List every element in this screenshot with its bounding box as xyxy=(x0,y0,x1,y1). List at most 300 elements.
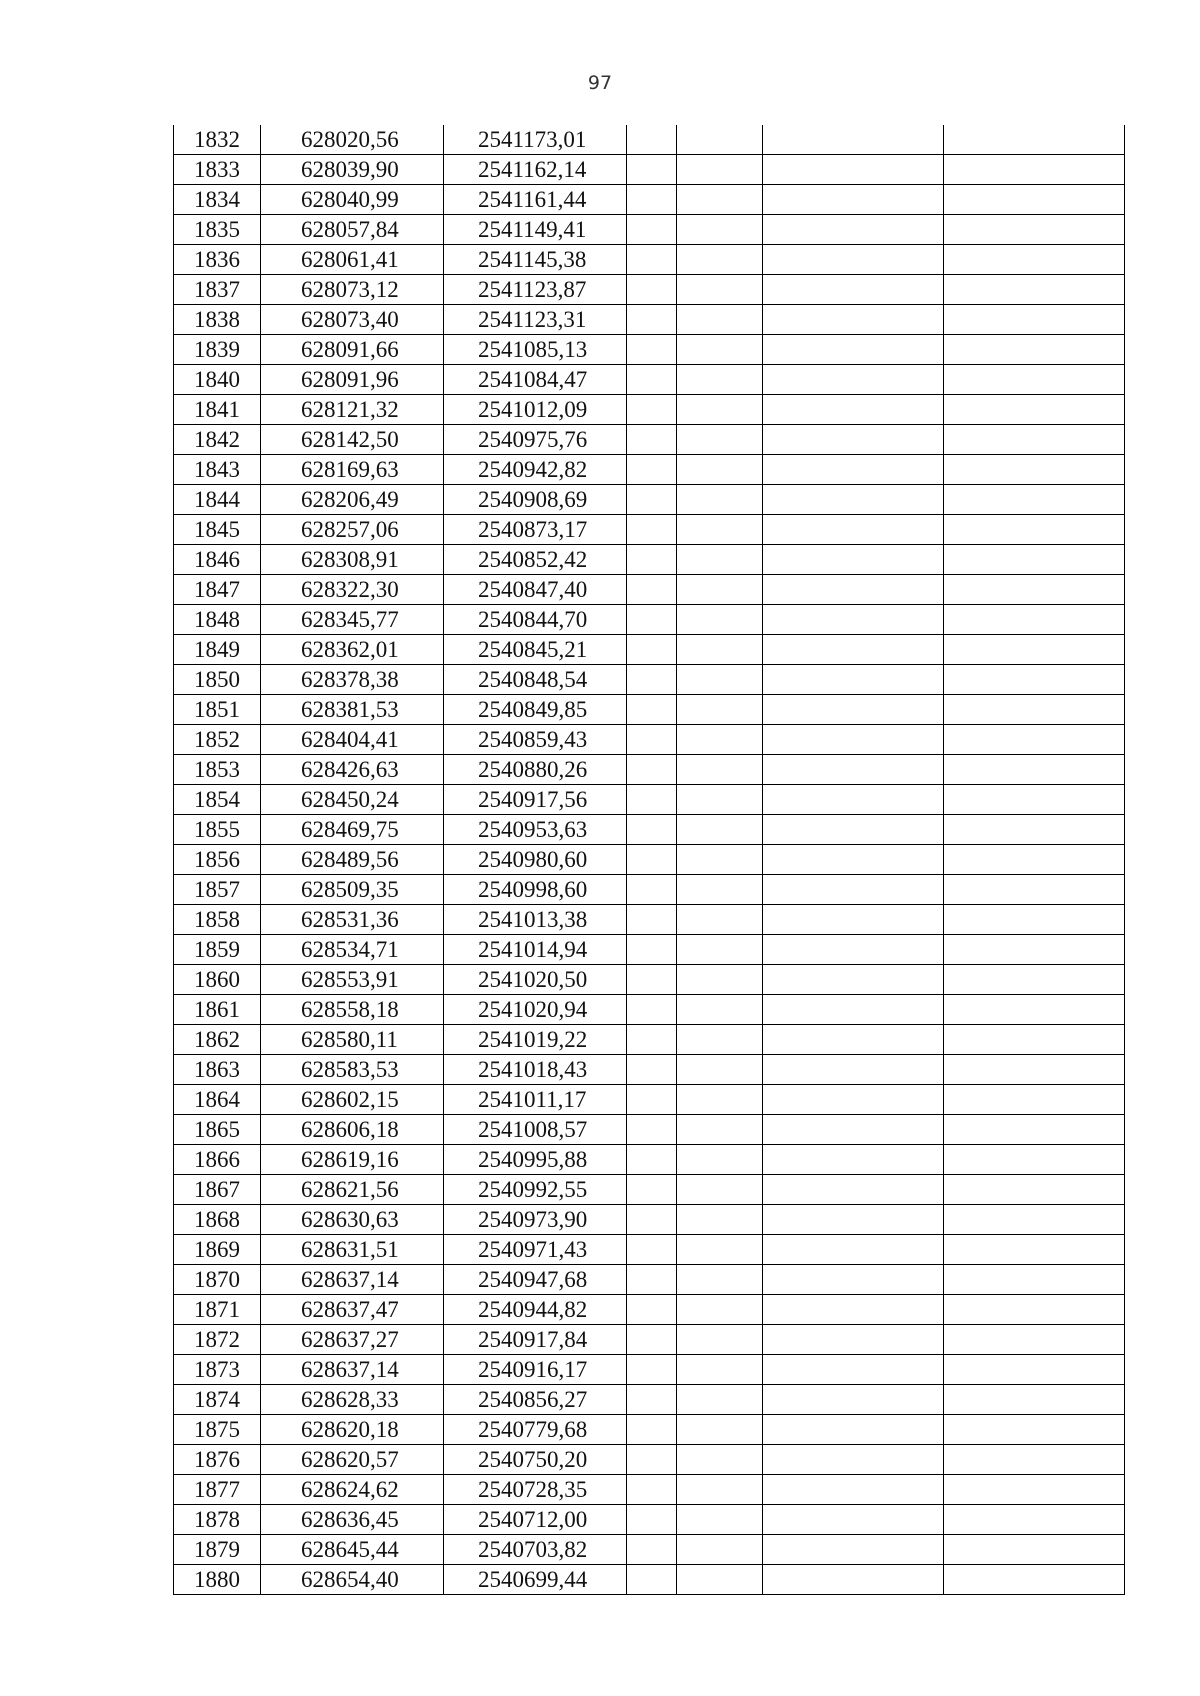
x-coordinate-cell: 628606,18 xyxy=(261,1115,444,1145)
empty-cell xyxy=(944,605,1125,635)
empty-cell xyxy=(763,1205,944,1235)
empty-cell xyxy=(944,395,1125,425)
empty-cell xyxy=(944,725,1125,755)
point-number-cell: 1839 xyxy=(174,335,261,365)
point-number-cell: 1877 xyxy=(174,1475,261,1505)
empty-cell xyxy=(677,845,763,875)
empty-cell xyxy=(627,965,677,995)
empty-cell xyxy=(944,575,1125,605)
empty-cell xyxy=(627,785,677,815)
empty-cell xyxy=(763,305,944,335)
empty-cell xyxy=(627,635,677,665)
point-number-cell: 1846 xyxy=(174,545,261,575)
point-number-cell: 1852 xyxy=(174,725,261,755)
empty-cell xyxy=(944,275,1125,305)
empty-cell xyxy=(944,1505,1125,1535)
point-number-cell: 1850 xyxy=(174,665,261,695)
point-number-cell: 1843 xyxy=(174,455,261,485)
y-coordinate-cell: 2540917,56 xyxy=(444,785,627,815)
empty-cell xyxy=(944,1115,1125,1145)
table-row xyxy=(174,395,1125,425)
y-coordinate-cell: 2540703,82 xyxy=(444,1535,627,1565)
empty-cell xyxy=(677,935,763,965)
empty-cell xyxy=(627,1235,677,1265)
x-coordinate-cell: 628381,53 xyxy=(261,695,444,725)
point-number-cell: 1863 xyxy=(174,1055,261,1085)
empty-cell xyxy=(944,1145,1125,1175)
x-coordinate-cell: 628630,63 xyxy=(261,1205,444,1235)
table-row xyxy=(174,1055,1125,1085)
point-number-cell: 1862 xyxy=(174,1025,261,1055)
y-coordinate-cell: 2541019,22 xyxy=(444,1025,627,1055)
x-coordinate-cell: 628206,49 xyxy=(261,485,444,515)
empty-cell xyxy=(677,695,763,725)
empty-cell xyxy=(677,1145,763,1175)
empty-cell xyxy=(763,1505,944,1535)
empty-cell xyxy=(944,545,1125,575)
empty-cell xyxy=(627,935,677,965)
empty-cell xyxy=(627,395,677,425)
point-number-cell: 1874 xyxy=(174,1385,261,1415)
empty-cell xyxy=(763,545,944,575)
table-row xyxy=(174,365,1125,395)
empty-cell xyxy=(627,1445,677,1475)
table-row xyxy=(174,275,1125,305)
empty-cell xyxy=(944,185,1125,215)
table-row xyxy=(174,905,1125,935)
empty-cell xyxy=(763,815,944,845)
table-row xyxy=(174,935,1125,965)
empty-cell xyxy=(677,1475,763,1505)
point-number-cell: 1845 xyxy=(174,515,261,545)
empty-cell xyxy=(763,215,944,245)
y-coordinate-cell: 2541123,87 xyxy=(444,275,627,305)
y-coordinate-cell: 2540971,43 xyxy=(444,1235,627,1265)
empty-cell xyxy=(677,635,763,665)
empty-cell xyxy=(763,125,944,155)
point-number-cell: 1866 xyxy=(174,1145,261,1175)
x-coordinate-cell: 628091,66 xyxy=(261,335,444,365)
empty-cell xyxy=(677,545,763,575)
point-number-cell: 1842 xyxy=(174,425,261,455)
x-coordinate-cell: 628637,27 xyxy=(261,1325,444,1355)
empty-cell xyxy=(944,215,1125,245)
empty-cell xyxy=(763,1445,944,1475)
empty-cell xyxy=(677,1235,763,1265)
empty-cell xyxy=(944,1235,1125,1265)
empty-cell xyxy=(627,1475,677,1505)
x-coordinate-cell: 628073,40 xyxy=(261,305,444,335)
x-coordinate-cell: 628061,41 xyxy=(261,245,444,275)
empty-cell xyxy=(627,1085,677,1115)
table-row xyxy=(174,665,1125,695)
table-row xyxy=(174,545,1125,575)
y-coordinate-cell: 2540779,68 xyxy=(444,1415,627,1445)
y-coordinate-cell: 2541085,13 xyxy=(444,335,627,365)
x-coordinate-cell: 628039,90 xyxy=(261,155,444,185)
empty-cell xyxy=(763,605,944,635)
coordinates-table-body xyxy=(174,125,1125,1595)
point-number-cell: 1873 xyxy=(174,1355,261,1385)
empty-cell xyxy=(677,965,763,995)
x-coordinate-cell: 628509,35 xyxy=(261,875,444,905)
empty-cell xyxy=(763,395,944,425)
empty-cell xyxy=(763,485,944,515)
x-coordinate-cell: 628534,71 xyxy=(261,935,444,965)
y-coordinate-cell: 2540845,21 xyxy=(444,635,627,665)
empty-cell xyxy=(944,815,1125,845)
y-coordinate-cell: 2540848,54 xyxy=(444,665,627,695)
empty-cell xyxy=(763,935,944,965)
empty-cell xyxy=(944,155,1125,185)
empty-cell xyxy=(763,1175,944,1205)
empty-cell xyxy=(677,605,763,635)
x-coordinate-cell: 628040,99 xyxy=(261,185,444,215)
empty-cell xyxy=(677,1445,763,1475)
x-coordinate-cell: 628620,57 xyxy=(261,1445,444,1475)
table-row xyxy=(174,995,1125,1025)
y-coordinate-cell: 2540973,90 xyxy=(444,1205,627,1235)
empty-cell xyxy=(944,1055,1125,1085)
empty-cell xyxy=(627,1205,677,1235)
table-row xyxy=(174,575,1125,605)
table-row xyxy=(174,1355,1125,1385)
empty-cell xyxy=(627,1355,677,1385)
point-number-cell: 1849 xyxy=(174,635,261,665)
empty-cell xyxy=(763,1475,944,1505)
y-coordinate-cell: 2541012,09 xyxy=(444,395,627,425)
empty-cell xyxy=(944,125,1125,155)
point-number-cell: 1859 xyxy=(174,935,261,965)
x-coordinate-cell: 628628,33 xyxy=(261,1385,444,1415)
point-number-cell: 1856 xyxy=(174,845,261,875)
empty-cell xyxy=(944,485,1125,515)
empty-cell xyxy=(763,1235,944,1265)
empty-cell xyxy=(627,545,677,575)
x-coordinate-cell: 628345,77 xyxy=(261,605,444,635)
table-row xyxy=(174,155,1125,185)
table-row xyxy=(174,305,1125,335)
x-coordinate-cell: 628637,14 xyxy=(261,1355,444,1385)
y-coordinate-cell: 2540856,27 xyxy=(444,1385,627,1415)
empty-cell xyxy=(763,1055,944,1085)
empty-cell xyxy=(763,275,944,305)
x-coordinate-cell: 628602,15 xyxy=(261,1085,444,1115)
point-number-cell: 1858 xyxy=(174,905,261,935)
empty-cell xyxy=(627,185,677,215)
empty-cell xyxy=(677,1115,763,1145)
empty-cell xyxy=(763,575,944,605)
table-row xyxy=(174,485,1125,515)
x-coordinate-cell: 628404,41 xyxy=(261,725,444,755)
empty-cell xyxy=(944,1445,1125,1475)
x-coordinate-cell: 628531,36 xyxy=(261,905,444,935)
empty-cell xyxy=(944,1175,1125,1205)
empty-cell xyxy=(627,725,677,755)
empty-cell xyxy=(677,1565,763,1595)
empty-cell xyxy=(944,245,1125,275)
y-coordinate-cell: 2541161,44 xyxy=(444,185,627,215)
point-number-cell: 1855 xyxy=(174,815,261,845)
table-row xyxy=(174,515,1125,545)
y-coordinate-cell: 2541018,43 xyxy=(444,1055,627,1085)
empty-cell xyxy=(677,515,763,545)
empty-cell xyxy=(677,1205,763,1235)
x-coordinate-cell: 628142,50 xyxy=(261,425,444,455)
empty-cell xyxy=(763,1535,944,1565)
y-coordinate-cell: 2540880,26 xyxy=(444,755,627,785)
empty-cell xyxy=(627,995,677,1025)
empty-cell xyxy=(677,875,763,905)
y-coordinate-cell: 2540844,70 xyxy=(444,605,627,635)
empty-cell xyxy=(763,335,944,365)
empty-cell xyxy=(677,155,763,185)
empty-cell xyxy=(627,455,677,485)
empty-cell xyxy=(763,1115,944,1145)
empty-cell xyxy=(677,455,763,485)
empty-cell xyxy=(627,1115,677,1145)
x-coordinate-cell: 628558,18 xyxy=(261,995,444,1025)
empty-cell xyxy=(763,785,944,815)
y-coordinate-cell: 2540873,17 xyxy=(444,515,627,545)
x-coordinate-cell: 628322,30 xyxy=(261,575,444,605)
empty-cell xyxy=(677,365,763,395)
table-row xyxy=(174,1145,1125,1175)
table-row xyxy=(174,1295,1125,1325)
empty-cell xyxy=(944,335,1125,365)
table-row xyxy=(174,1115,1125,1145)
point-number-cell: 1847 xyxy=(174,575,261,605)
empty-cell xyxy=(627,905,677,935)
x-coordinate-cell: 628553,91 xyxy=(261,965,444,995)
empty-cell xyxy=(627,605,677,635)
table-row xyxy=(174,1385,1125,1415)
point-number-cell: 1848 xyxy=(174,605,261,635)
empty-cell xyxy=(627,245,677,275)
empty-cell xyxy=(944,1025,1125,1055)
point-number-cell: 1870 xyxy=(174,1265,261,1295)
point-number-cell: 1851 xyxy=(174,695,261,725)
empty-cell xyxy=(944,935,1125,965)
table-row xyxy=(174,1505,1125,1535)
empty-cell xyxy=(763,665,944,695)
x-coordinate-cell: 628631,51 xyxy=(261,1235,444,1265)
empty-cell xyxy=(677,1535,763,1565)
y-coordinate-cell: 2541162,14 xyxy=(444,155,627,185)
empty-cell xyxy=(763,185,944,215)
empty-cell xyxy=(763,905,944,935)
y-coordinate-cell: 2540908,69 xyxy=(444,485,627,515)
point-number-cell: 1879 xyxy=(174,1535,261,1565)
table-row xyxy=(174,815,1125,845)
empty-cell xyxy=(627,1385,677,1415)
empty-cell xyxy=(677,1415,763,1445)
point-number-cell: 1834 xyxy=(174,185,261,215)
empty-cell xyxy=(763,1565,944,1595)
empty-cell xyxy=(677,1085,763,1115)
x-coordinate-cell: 628450,24 xyxy=(261,785,444,815)
point-number-cell: 1844 xyxy=(174,485,261,515)
x-coordinate-cell: 628169,63 xyxy=(261,455,444,485)
x-coordinate-cell: 628583,53 xyxy=(261,1055,444,1085)
empty-cell xyxy=(944,785,1125,815)
point-number-cell: 1869 xyxy=(174,1235,261,1265)
table-row xyxy=(174,875,1125,905)
point-number-cell: 1875 xyxy=(174,1415,261,1445)
x-coordinate-cell: 628020,56 xyxy=(261,125,444,155)
empty-cell xyxy=(944,635,1125,665)
empty-cell xyxy=(763,995,944,1025)
x-coordinate-cell: 628308,91 xyxy=(261,545,444,575)
empty-cell xyxy=(944,965,1125,995)
table-row xyxy=(174,1325,1125,1355)
y-coordinate-cell: 2541011,17 xyxy=(444,1085,627,1115)
empty-cell xyxy=(627,1415,677,1445)
y-coordinate-cell: 2540942,82 xyxy=(444,455,627,485)
empty-cell xyxy=(944,1085,1125,1115)
x-coordinate-cell: 628057,84 xyxy=(261,215,444,245)
empty-cell xyxy=(944,1355,1125,1385)
x-coordinate-cell: 628378,38 xyxy=(261,665,444,695)
empty-cell xyxy=(763,365,944,395)
x-coordinate-cell: 628637,14 xyxy=(261,1265,444,1295)
y-coordinate-cell: 2540975,76 xyxy=(444,425,627,455)
point-number-cell: 1868 xyxy=(174,1205,261,1235)
point-number-cell: 1841 xyxy=(174,395,261,425)
y-coordinate-cell: 2540992,55 xyxy=(444,1175,627,1205)
x-coordinate-cell: 628489,56 xyxy=(261,845,444,875)
y-coordinate-cell: 2540699,44 xyxy=(444,1565,627,1595)
table-row xyxy=(174,335,1125,365)
point-number-cell: 1876 xyxy=(174,1445,261,1475)
table-row xyxy=(174,1205,1125,1235)
empty-cell xyxy=(677,425,763,455)
y-coordinate-cell: 2540849,85 xyxy=(444,695,627,725)
table-row xyxy=(174,1265,1125,1295)
point-number-cell: 1840 xyxy=(174,365,261,395)
page-number: 97 xyxy=(587,72,613,94)
point-number-cell: 1835 xyxy=(174,215,261,245)
y-coordinate-cell: 2541084,47 xyxy=(444,365,627,395)
point-number-cell: 1871 xyxy=(174,1295,261,1325)
y-coordinate-cell: 2540980,60 xyxy=(444,845,627,875)
table-row xyxy=(174,455,1125,485)
empty-cell xyxy=(677,1055,763,1085)
empty-cell xyxy=(763,725,944,755)
empty-cell xyxy=(627,755,677,785)
y-coordinate-cell: 2540998,60 xyxy=(444,875,627,905)
empty-cell xyxy=(627,1535,677,1565)
empty-cell xyxy=(677,785,763,815)
empty-cell xyxy=(944,1205,1125,1235)
empty-cell xyxy=(627,125,677,155)
empty-cell xyxy=(944,875,1125,905)
empty-cell xyxy=(677,485,763,515)
point-number-cell: 1854 xyxy=(174,785,261,815)
y-coordinate-cell: 2541008,57 xyxy=(444,1115,627,1145)
table-row xyxy=(174,785,1125,815)
empty-cell xyxy=(677,995,763,1025)
x-coordinate-cell: 628620,18 xyxy=(261,1415,444,1445)
empty-cell xyxy=(944,515,1125,545)
point-number-cell: 1861 xyxy=(174,995,261,1025)
empty-cell xyxy=(677,1175,763,1205)
point-number-cell: 1837 xyxy=(174,275,261,305)
table-row xyxy=(174,185,1125,215)
empty-cell xyxy=(944,1475,1125,1505)
empty-cell xyxy=(763,155,944,185)
empty-cell xyxy=(677,335,763,365)
empty-cell xyxy=(677,1265,763,1295)
table-row xyxy=(174,425,1125,455)
x-coordinate-cell: 628654,40 xyxy=(261,1565,444,1595)
empty-cell xyxy=(763,1295,944,1325)
empty-cell xyxy=(677,755,763,785)
empty-cell xyxy=(944,995,1125,1025)
empty-cell xyxy=(677,905,763,935)
point-number-cell: 1878 xyxy=(174,1505,261,1535)
empty-cell xyxy=(677,815,763,845)
empty-cell xyxy=(944,1325,1125,1355)
empty-cell xyxy=(627,1145,677,1175)
y-coordinate-cell: 2541014,94 xyxy=(444,935,627,965)
empty-cell xyxy=(677,1355,763,1385)
x-coordinate-cell: 628619,16 xyxy=(261,1145,444,1175)
point-number-cell: 1832 xyxy=(174,125,261,155)
empty-cell xyxy=(763,1415,944,1445)
empty-cell xyxy=(944,1295,1125,1325)
y-coordinate-cell: 2540728,35 xyxy=(444,1475,627,1505)
empty-cell xyxy=(627,575,677,605)
empty-cell xyxy=(944,845,1125,875)
point-number-cell: 1836 xyxy=(174,245,261,275)
empty-cell xyxy=(944,1535,1125,1565)
y-coordinate-cell: 2541123,31 xyxy=(444,305,627,335)
y-coordinate-cell: 2540995,88 xyxy=(444,1145,627,1175)
point-number-cell: 1857 xyxy=(174,875,261,905)
empty-cell xyxy=(677,1295,763,1325)
y-coordinate-cell: 2540859,43 xyxy=(444,725,627,755)
empty-cell xyxy=(677,665,763,695)
table-row xyxy=(174,845,1125,875)
x-coordinate-cell: 628091,96 xyxy=(261,365,444,395)
x-coordinate-cell: 628426,63 xyxy=(261,755,444,785)
table-row xyxy=(174,1565,1125,1595)
x-coordinate-cell: 628580,11 xyxy=(261,1025,444,1055)
x-coordinate-cell: 628362,01 xyxy=(261,635,444,665)
y-coordinate-cell: 2541020,94 xyxy=(444,995,627,1025)
empty-cell xyxy=(763,1085,944,1115)
empty-cell xyxy=(677,185,763,215)
empty-cell xyxy=(627,1295,677,1325)
point-number-cell: 1867 xyxy=(174,1175,261,1205)
empty-cell xyxy=(944,305,1125,335)
empty-cell xyxy=(627,1325,677,1355)
table-row xyxy=(174,1235,1125,1265)
empty-cell xyxy=(627,335,677,365)
x-coordinate-cell: 628469,75 xyxy=(261,815,444,845)
empty-cell xyxy=(627,365,677,395)
table-row xyxy=(174,1415,1125,1445)
table-row xyxy=(174,725,1125,755)
empty-cell xyxy=(627,1565,677,1595)
empty-cell xyxy=(944,1265,1125,1295)
table-row xyxy=(174,1475,1125,1505)
y-coordinate-cell: 2540852,42 xyxy=(444,545,627,575)
empty-cell xyxy=(763,1325,944,1355)
table-row xyxy=(174,605,1125,635)
empty-cell xyxy=(627,515,677,545)
